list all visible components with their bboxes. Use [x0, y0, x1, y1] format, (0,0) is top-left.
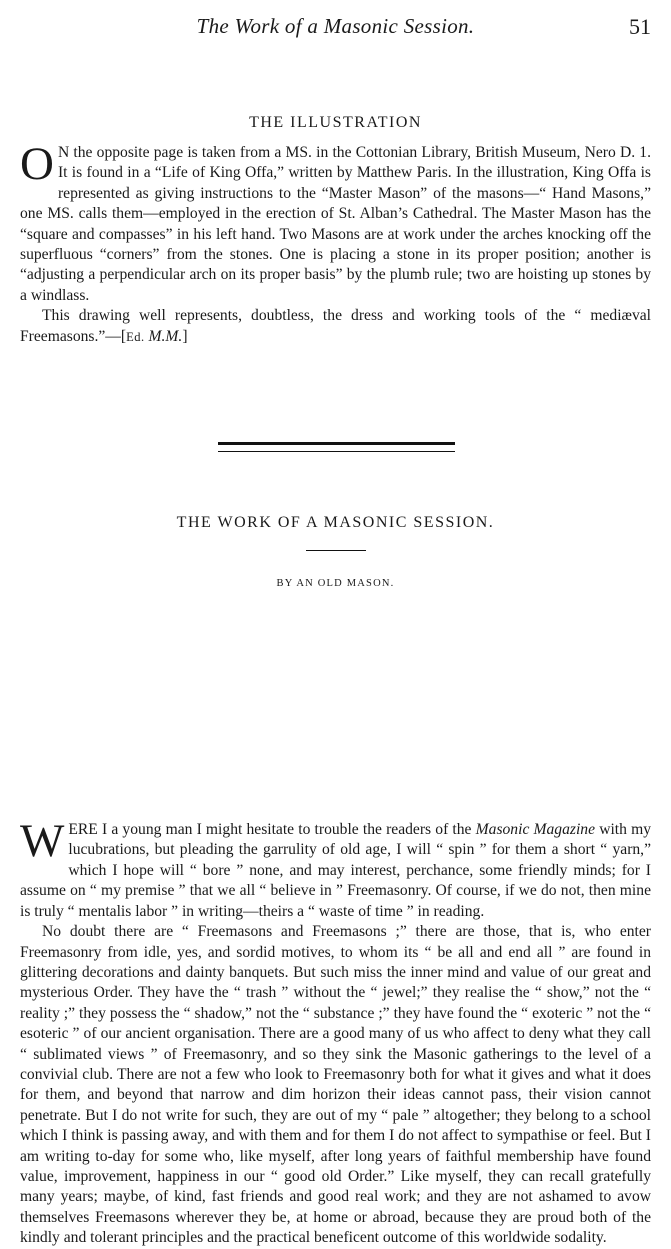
title-rule [306, 550, 366, 551]
illustration-paragraph-1-text: N the opposite page is taken from a MS. in the Cottonian Library, British Museum, Nero D. 1. It is found in a “Life of King Offa,” written by Matthew Paris. In the illustration, King Offa is represented as giving instructions to the “Master Mason” of the masons—“ Hand Masons,” one MS. calls them—employed in the erection of St. Alban’s Cathedral. The Master Mason has the “square and compasses” in his left hand. Two Masons are at work under the arches knocking off the superfluous “corners” from the stones. One is placing a stone in its proper position; another is “adjusting a perpendicular arch on its proper basis” by the plumb rule; two are hoisting up stones by a windlass. [20, 144, 651, 304]
running-title: The Work of a Masonic Session. [196, 14, 475, 38]
article-dropcap: W [20, 815, 65, 868]
article-byline: BY AN OLD MASON. [276, 578, 395, 589]
magazine-title: Masonic Magazine [475, 821, 596, 839]
article-paragraph-1-a: ERE I a young man I might hesitate to trouble the readers of the [68, 821, 476, 839]
illustration-paragraph-1 [20, 138, 651, 306]
editor-abbrev: Ed. [126, 329, 145, 344]
editor-note-close: ] [182, 327, 188, 345]
article-body [20, 815, 652, 1249]
illustration-paragraph-2 [20, 306, 651, 347]
article-title: THE WORK OF A MASONIC SESSION. [176, 514, 495, 531]
illustration-paragraph-2-text: This drawing well represents, doubtless, the dress and working tools of the “ mediæval Freemasons.”—[ [20, 307, 651, 345]
magazine-abbrev: M.M. [148, 327, 183, 345]
article-paragraph-1 [20, 815, 652, 922]
running-head [20, 14, 651, 44]
article-paragraph-1-b: with my lucubrations, but pleading the garrulity of old age, I will “ spin ” for them a short “ yarn,” which I hope will “ bore ” none, and may interest, perchance, some friendly minds; for I assume on “ my premise ” that we all “ believe in ” Freemasonry. Of course, if we do not, then mine is truly “ mentalis labor ” in writing—theirs a “ waste of time ” in reading. [20, 821, 652, 920]
article-paragraph-2: No doubt there are “ Freemasons and Freemasons ;” there are those, that is, who enter Freemasonry from idle, yes, and sordid motives, to whom its “ be all and end all ” are found in glittering decorations and dainty banquets. But such miss the inner mind and value of our great and mysterious Order. They have the “ trash ” without the “ jewel;” they realise the “ show,” not the “ reality ;” they possess the “ shadow,” not the “ substance ;” they have found the “ exoteric ” not the “ esoteric ” of our ancient organisation. There are a good many of us who affect to deny what they call “ sublimated views ” of Freemasonry, and so they sink the Masonic gatherings to the level of a convivial club. There are not a few who look to Freemasonry both for what it gives and what it does for them, and beyond that narrow and dim horizon their ideas cannot pass, their vision cannot penetrate. But I do not write for such, they are out of my “ pale ” altogether; they belong to a school which I think is passing away, and with them and for them I do not affect to sympathise or feel. But I am writing to-day for some who, like myself, after long years of faithful membership have found value, improvement, happiness in our “ good old Order.” Like myself, they can recall gratefully many years; maybe, of kind, fast friends and good real work; and they are not ashamed to avow themselves Freemasons wherever they be, at home or abroad, because they are proud both of the kindly and tolerant principles and the practical beneficent outcome of this worldwide sodality. [20, 923, 651, 1247]
page-number: 51 [629, 14, 651, 39]
illustration-body [20, 138, 651, 347]
illustration-dropcap: O [20, 138, 54, 190]
section-divider [218, 442, 455, 452]
illustration-heading: THE ILLUSTRATION [249, 114, 422, 131]
